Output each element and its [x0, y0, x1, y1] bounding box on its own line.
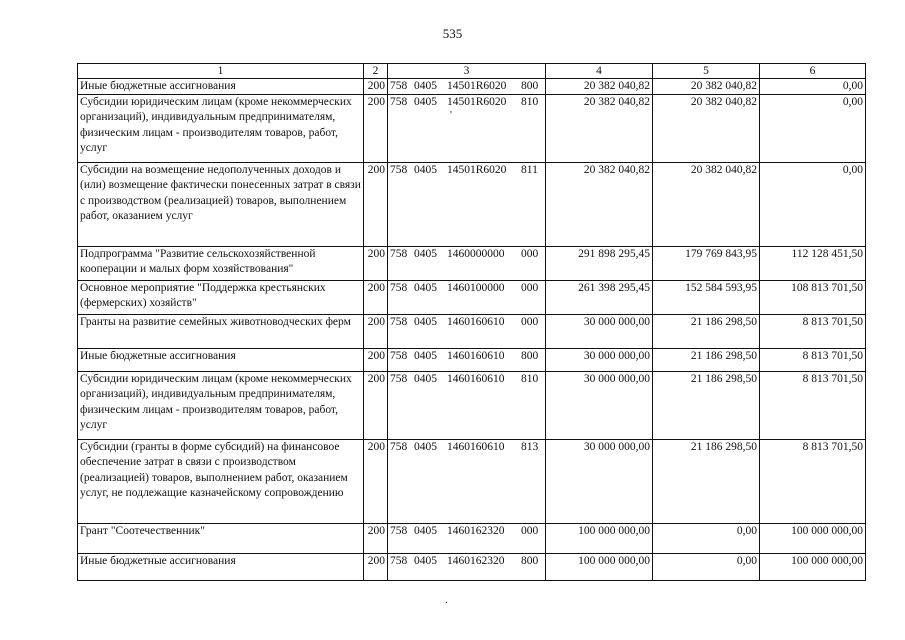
row-code: [388, 79, 546, 95]
table-row: [78, 315, 866, 349]
code-vr: 811: [521, 164, 538, 177]
row-col-2: 200: [364, 281, 388, 315]
row-col-6: 108 813 701,50: [760, 281, 866, 315]
code-vr: 800: [521, 350, 539, 363]
table-row: [78, 281, 866, 315]
scan-dot-mark: ': [450, 109, 452, 121]
code-grbs: 758: [390, 316, 408, 329]
table-header-row: [78, 64, 866, 79]
row-code: [388, 524, 546, 554]
code-csr: 14501R6020: [447, 164, 507, 177]
row-code: [388, 95, 546, 163]
row-code: [388, 554, 546, 581]
code-vr: 810: [521, 96, 539, 109]
code-csr: 1460000000: [447, 248, 505, 261]
code-csr: 1460162320: [447, 555, 505, 568]
code-vr: 810: [521, 373, 539, 386]
row-col-2: 200: [364, 372, 388, 440]
row-col-6: 0,00: [760, 163, 866, 247]
row-code: [388, 281, 546, 315]
row-col-2: 200: [364, 554, 388, 581]
row-col-2: 200: [364, 95, 388, 163]
code-grbs: 758: [390, 164, 408, 177]
row-code: [388, 315, 546, 349]
row-col-5: 0,00: [653, 524, 760, 554]
row-col-2: 200: [364, 349, 388, 372]
code-csr: 1460160610: [447, 316, 505, 329]
table-row: [78, 554, 866, 581]
row-name: Иные бюджетные ассигнования: [78, 79, 364, 95]
row-col-5: 21 186 298,50: [653, 315, 760, 349]
code-rzpr: 0405: [414, 164, 437, 177]
row-name: Иные бюджетные ассигнования: [78, 554, 364, 581]
row-col-6: 8 813 701,50: [760, 440, 866, 524]
table-row: [78, 95, 866, 163]
row-col-4: 100 000 000,00: [546, 524, 653, 554]
code-csr: 1460100000: [447, 282, 505, 295]
header-col-4: 4: [546, 64, 653, 79]
row-col-4: 30 000 000,00: [546, 349, 653, 372]
scan-dot-mark: .: [445, 594, 448, 606]
code-rzpr: 0405: [414, 316, 437, 329]
row-col-4: 20 382 040,82: [546, 79, 653, 95]
row-col-5: 152 584 593,95: [653, 281, 760, 315]
row-col-6: 0,00: [760, 79, 866, 95]
code-grbs: 758: [390, 441, 408, 454]
table-row: [78, 524, 866, 554]
table-row: [78, 247, 866, 281]
header-col-3: 3: [388, 64, 546, 79]
row-col-5: 21 186 298,50: [653, 440, 760, 524]
row-col-6: 8 813 701,50: [760, 349, 866, 372]
budget-table: [77, 63, 866, 581]
row-col-5: 20 382 040,82: [653, 95, 760, 163]
row-name: Основное мероприятие "Поддержка крестьянских (фермерских) хозяйств": [78, 281, 364, 315]
row-col-6: 8 813 701,50: [760, 372, 866, 440]
code-vr: 813: [521, 441, 539, 454]
code-grbs: 758: [390, 555, 408, 568]
table-row: [78, 79, 866, 95]
row-col-4: 20 382 040,82: [546, 163, 653, 247]
code-rzpr: 0405: [414, 525, 437, 538]
code-grbs: 758: [390, 248, 408, 261]
code-grbs: 758: [390, 350, 408, 363]
header-col-2: 2: [364, 64, 388, 79]
page-number: 535: [442, 26, 463, 41]
table-row: [78, 349, 866, 372]
row-name: Иные бюджетные ассигнования: [78, 349, 364, 372]
code-grbs: 758: [390, 96, 408, 109]
code-csr: 1460160610: [447, 441, 505, 454]
row-col-4: 261 398 295,45: [546, 281, 653, 315]
code-csr: 1460160610: [447, 373, 505, 386]
row-col-5: 179 769 843,95: [653, 247, 760, 281]
code-rzpr: 0405: [414, 555, 437, 568]
code-rzpr: 0405: [414, 248, 437, 261]
header-col-1: 1: [78, 64, 364, 79]
row-col-6: 100 000 000,00: [760, 554, 866, 581]
table-row: [78, 372, 866, 440]
code-vr: 000: [521, 316, 539, 329]
row-col-6: 100 000 000,00: [760, 524, 866, 554]
row-name: Гранты на развитие семейных животноводческих ферм: [78, 315, 364, 349]
code-vr: 000: [521, 282, 539, 295]
row-name: Субсидии (гранты в форме субсидий) на финансовое обеспечение затрат в связи с производством (реализацией) товаров, выполнением работ, оказанием услуг, не подлежащие казначейскому сопровождению: [78, 440, 364, 524]
row-code: [388, 349, 546, 372]
row-col-6: 0,00: [760, 95, 866, 163]
code-csr: 14501R6020: [447, 96, 507, 109]
row-name: Грант "Соотечественник": [78, 524, 364, 554]
row-col-4: 30 000 000,00: [546, 315, 653, 349]
row-name: Подпрограмма "Развитие сельскохозяйственной кооперации и малых форм хозяйствования": [78, 247, 364, 281]
row-col-5: 20 382 040,82: [653, 79, 760, 95]
code-rzpr: 0405: [414, 350, 437, 363]
row-col-2: 200: [364, 315, 388, 349]
header-col-6: 6: [760, 64, 866, 79]
code-csr: 1460160610: [447, 350, 505, 363]
row-col-5: 0,00: [653, 554, 760, 581]
code-grbs: 758: [390, 282, 408, 295]
code-vr: 000: [521, 525, 539, 538]
code-grbs: 758: [390, 80, 408, 92]
row-name: Субсидии юридическим лицам (кроме некоммерческих организаций), индивидуальным предпринимателям, физическим лицам - производителям товаров, работ, услуг: [78, 95, 364, 163]
code-rzpr: 0405: [414, 80, 437, 92]
code-rzpr: 0405: [414, 96, 437, 109]
row-col-5: 21 186 298,50: [653, 372, 760, 440]
header-col-5: 5: [653, 64, 760, 79]
row-name: Субсидии на возмещение недополученных доходов и (или) возмещение фактически понесенных затрат в связи с производством (реализацией) товаров, выполнением работ, оказанием услуг: [78, 163, 364, 247]
row-col-2: 200: [364, 524, 388, 554]
code-csr: 1460162320: [447, 525, 505, 538]
code-grbs: 758: [390, 525, 408, 538]
row-name: Субсидии юридическим лицам (кроме некоммерческих организаций), индивидуальным предпринимателям, физическим лицам - производителям товаров, работ, услуг: [78, 372, 364, 440]
row-col-4: 291 898 295,45: [546, 247, 653, 281]
row-col-5: 21 186 298,50: [653, 349, 760, 372]
row-col-2: 200: [364, 163, 388, 247]
code-rzpr: 0405: [414, 282, 437, 295]
row-code: [388, 440, 546, 524]
row-col-4: 100 000 000,00: [546, 554, 653, 581]
code-vr: 800: [521, 555, 539, 568]
row-col-4: 30 000 000,00: [546, 372, 653, 440]
code-csr: 14501R6020: [447, 80, 507, 92]
row-code: [388, 247, 546, 281]
row-code: [388, 163, 546, 247]
row-col-2: 200: [364, 247, 388, 281]
code-rzpr: 0405: [414, 441, 437, 454]
table-row: [78, 163, 866, 247]
table-row: [78, 440, 866, 524]
code-vr: 800: [521, 80, 539, 92]
row-code: [388, 372, 546, 440]
row-col-6: 112 128 451,50: [760, 247, 866, 281]
row-col-4: 20 382 040,82: [546, 95, 653, 163]
row-col-5: 20 382 040,82: [653, 163, 760, 247]
code-grbs: 758: [390, 373, 408, 386]
row-col-2: 200: [364, 440, 388, 524]
code-vr: 000: [521, 248, 539, 261]
row-col-2: 200: [364, 79, 388, 95]
row-col-6: 8 813 701,50: [760, 315, 866, 349]
row-col-4: 30 000 000,00: [546, 440, 653, 524]
code-rzpr: 0405: [414, 373, 437, 386]
